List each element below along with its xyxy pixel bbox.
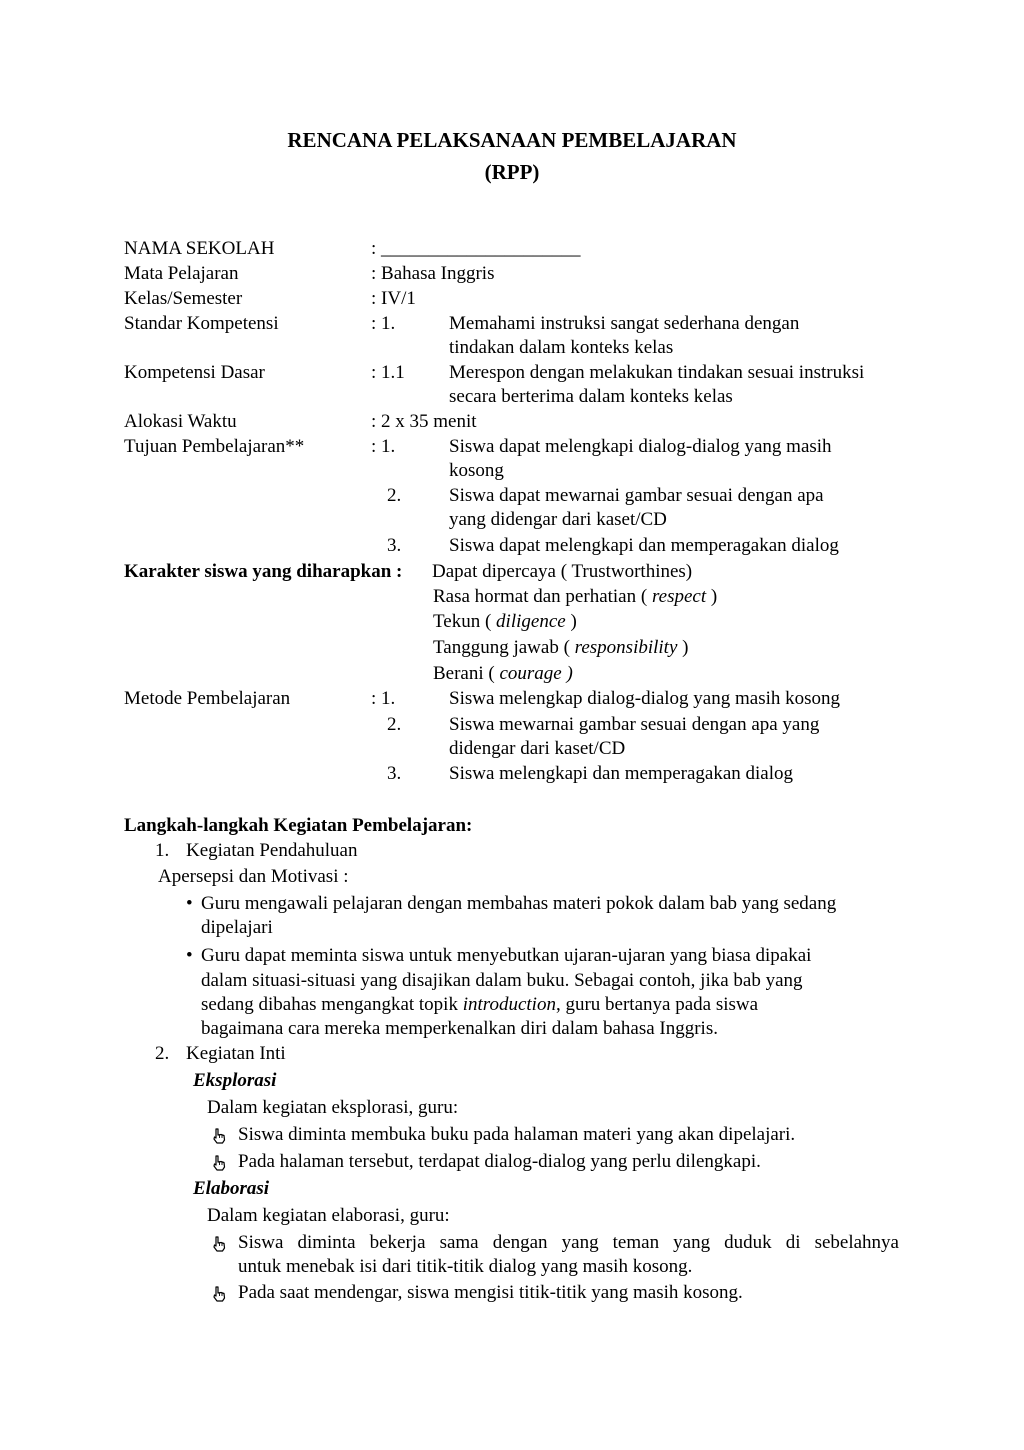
sk-text-line2: tindakan dalam konteks kelas (449, 337, 674, 358)
pendahuluan-number: 1. (155, 840, 170, 861)
document-subtitle: (RPP) (484, 160, 540, 184)
apersepsi-label: Apersepsi dan Motivasi : (158, 866, 349, 887)
pendahuluan-title: Kegiatan Pendahuluan (186, 840, 358, 861)
kd-text-line1: Merespon dengan melakukan tindakan sesuai instruksi (449, 362, 865, 383)
karakter-item-5: Berani ( courage ) (433, 663, 573, 684)
label-tujuan-pembelajaran: Tujuan Pembelajaran** (124, 436, 305, 457)
pointing-hand-icon (212, 1155, 226, 1171)
metode-number-2: 2. (387, 714, 402, 735)
elaborasi-item-1-line2: untuk menebak isi dari titik-titik dialog yang masih kosong. (238, 1256, 693, 1277)
value-nama-sekolah: : _____________________ (371, 238, 581, 259)
elaborasi-item-1-line1: Siswa diminta bekerja sama dengan yang teman yang duduk di sebelahnya (238, 1232, 899, 1253)
metode-item-1-line1: Siswa melengkap dialog-dialog yang masih kosong (449, 688, 841, 709)
tujuan-number-1: : 1. (371, 436, 396, 457)
value-mata-pelajaran: : Bahasa Inggris (371, 263, 495, 284)
langkah-heading: Langkah-langkah Kegiatan Pembelajaran: (124, 815, 473, 836)
label-mata-pelajaran: Mata Pelajaran (124, 263, 239, 284)
label-metode-pembelajaran: Metode Pembelajaran (124, 688, 291, 709)
kd-number: : 1.1 (371, 362, 405, 383)
tujuan-item-1-line1: Siswa dapat melengkapi dialog-dialog yang masih (449, 436, 832, 457)
tujuan-item-2-line1: Siswa dapat mewarnai gambar sesuai dengan apa (449, 485, 824, 506)
metode-item-3-line1: Siswa melengkapi dan memperagakan dialog (449, 763, 794, 784)
label-kelas-semester: Kelas/Semester (124, 288, 243, 309)
inti-number: 2. (155, 1043, 170, 1064)
sk-text-line1: Memahami instruksi sangat sederhana dengan (449, 313, 800, 334)
label-kompetensi-dasar: Kompetensi Dasar (124, 362, 265, 383)
tujuan-number-3: 3. (387, 535, 402, 556)
tujuan-item-3-line1: Siswa dapat melengkapi dan memperagakan dialog (449, 535, 839, 556)
value-kelas-semester: : IV/1 (371, 288, 416, 309)
karakter-item-2: Rasa hormat dan perhatian ( respect ) (433, 586, 718, 607)
elaborasi-title: Elaborasi (193, 1178, 270, 1199)
karakter-item-1: Dapat dipercaya ( Trustworthines) (432, 561, 693, 582)
label-standar-kompetensi: Standar Kompetensi (124, 313, 279, 334)
tujuan-item-2-line2: yang didengar dari kaset/CD (449, 509, 667, 530)
inti-title: Kegiatan Inti (186, 1043, 286, 1064)
bullet-2-line2: dalam situasi-situasi yang disajikan dalam buku. Sebagai contoh, jika bab yang (201, 970, 803, 991)
value-alokasi-waktu: : 2 x 35 menit (371, 411, 477, 432)
kd-text-line2: secara berterima dalam konteks kelas (449, 386, 733, 407)
karakter-label: Karakter siswa yang diharapkan : (124, 561, 403, 582)
label-nama-sekolah: NAMA SEKOLAH (124, 238, 275, 259)
eksplorasi-title: Eksplorasi (193, 1070, 277, 1091)
bullet-1-line2: dipelajari (201, 917, 273, 938)
metode-number-3: 3. (387, 763, 402, 784)
bullet-1-line1: Guru mengawali pelajaran dengan membahas materi pokok dalam bab yang sedang (201, 893, 837, 914)
label-alokasi-waktu: Alokasi Waktu (124, 411, 237, 432)
pointing-hand-icon (212, 1286, 226, 1302)
eksplorasi-item-2: Pada halaman tersebut, terdapat dialog-dialog yang perlu dilengkapi. (238, 1151, 761, 1172)
eksplorasi-intro: Dalam kegiatan eksplorasi, guru: (207, 1097, 459, 1118)
metode-item-2-line2: didengar dari kaset/CD (449, 738, 626, 759)
sk-number: : 1. (371, 313, 396, 334)
elaborasi-intro: Dalam kegiatan elaborasi, guru: (207, 1205, 450, 1226)
elaborasi-item-2: Pada saat mendengar, siswa mengisi titik-titik yang masih kosong. (238, 1282, 743, 1303)
tujuan-number-2: 2. (387, 485, 402, 506)
bullet-2-line4: bagaimana cara mereka memperkenalkan diri dalam bahasa Inggris. (201, 1018, 718, 1039)
metode-number-1: : 1. (371, 688, 396, 709)
tujuan-item-1-line2: kosong (449, 460, 504, 481)
eksplorasi-item-1: Siswa diminta membuka buku pada halaman materi yang akan dipelajari. (238, 1124, 796, 1145)
pointing-hand-icon (212, 1128, 226, 1144)
bullet-2-line1: Guru dapat meminta siswa untuk menyebutkan ujaran-ujaran yang biasa dipakai (201, 945, 812, 966)
karakter-item-3: Tekun ( diligence ) (433, 611, 577, 632)
metode-item-2-line1: Siswa mewarnai gambar sesuai dengan apa yang (449, 714, 820, 735)
bullet-2-line3: sedang dibahas mengangkat topik introduction, guru bertanya pada siswa (201, 994, 759, 1015)
bullet-dot-1: • (186, 893, 193, 914)
pointing-hand-icon (212, 1236, 226, 1252)
karakter-item-4: Tanggung jawab ( responsibility ) (433, 637, 689, 658)
bullet-dot-2: • (186, 945, 193, 966)
document-title: RENCANA PELAKSANAAN PEMBELAJARAN (287, 128, 737, 152)
